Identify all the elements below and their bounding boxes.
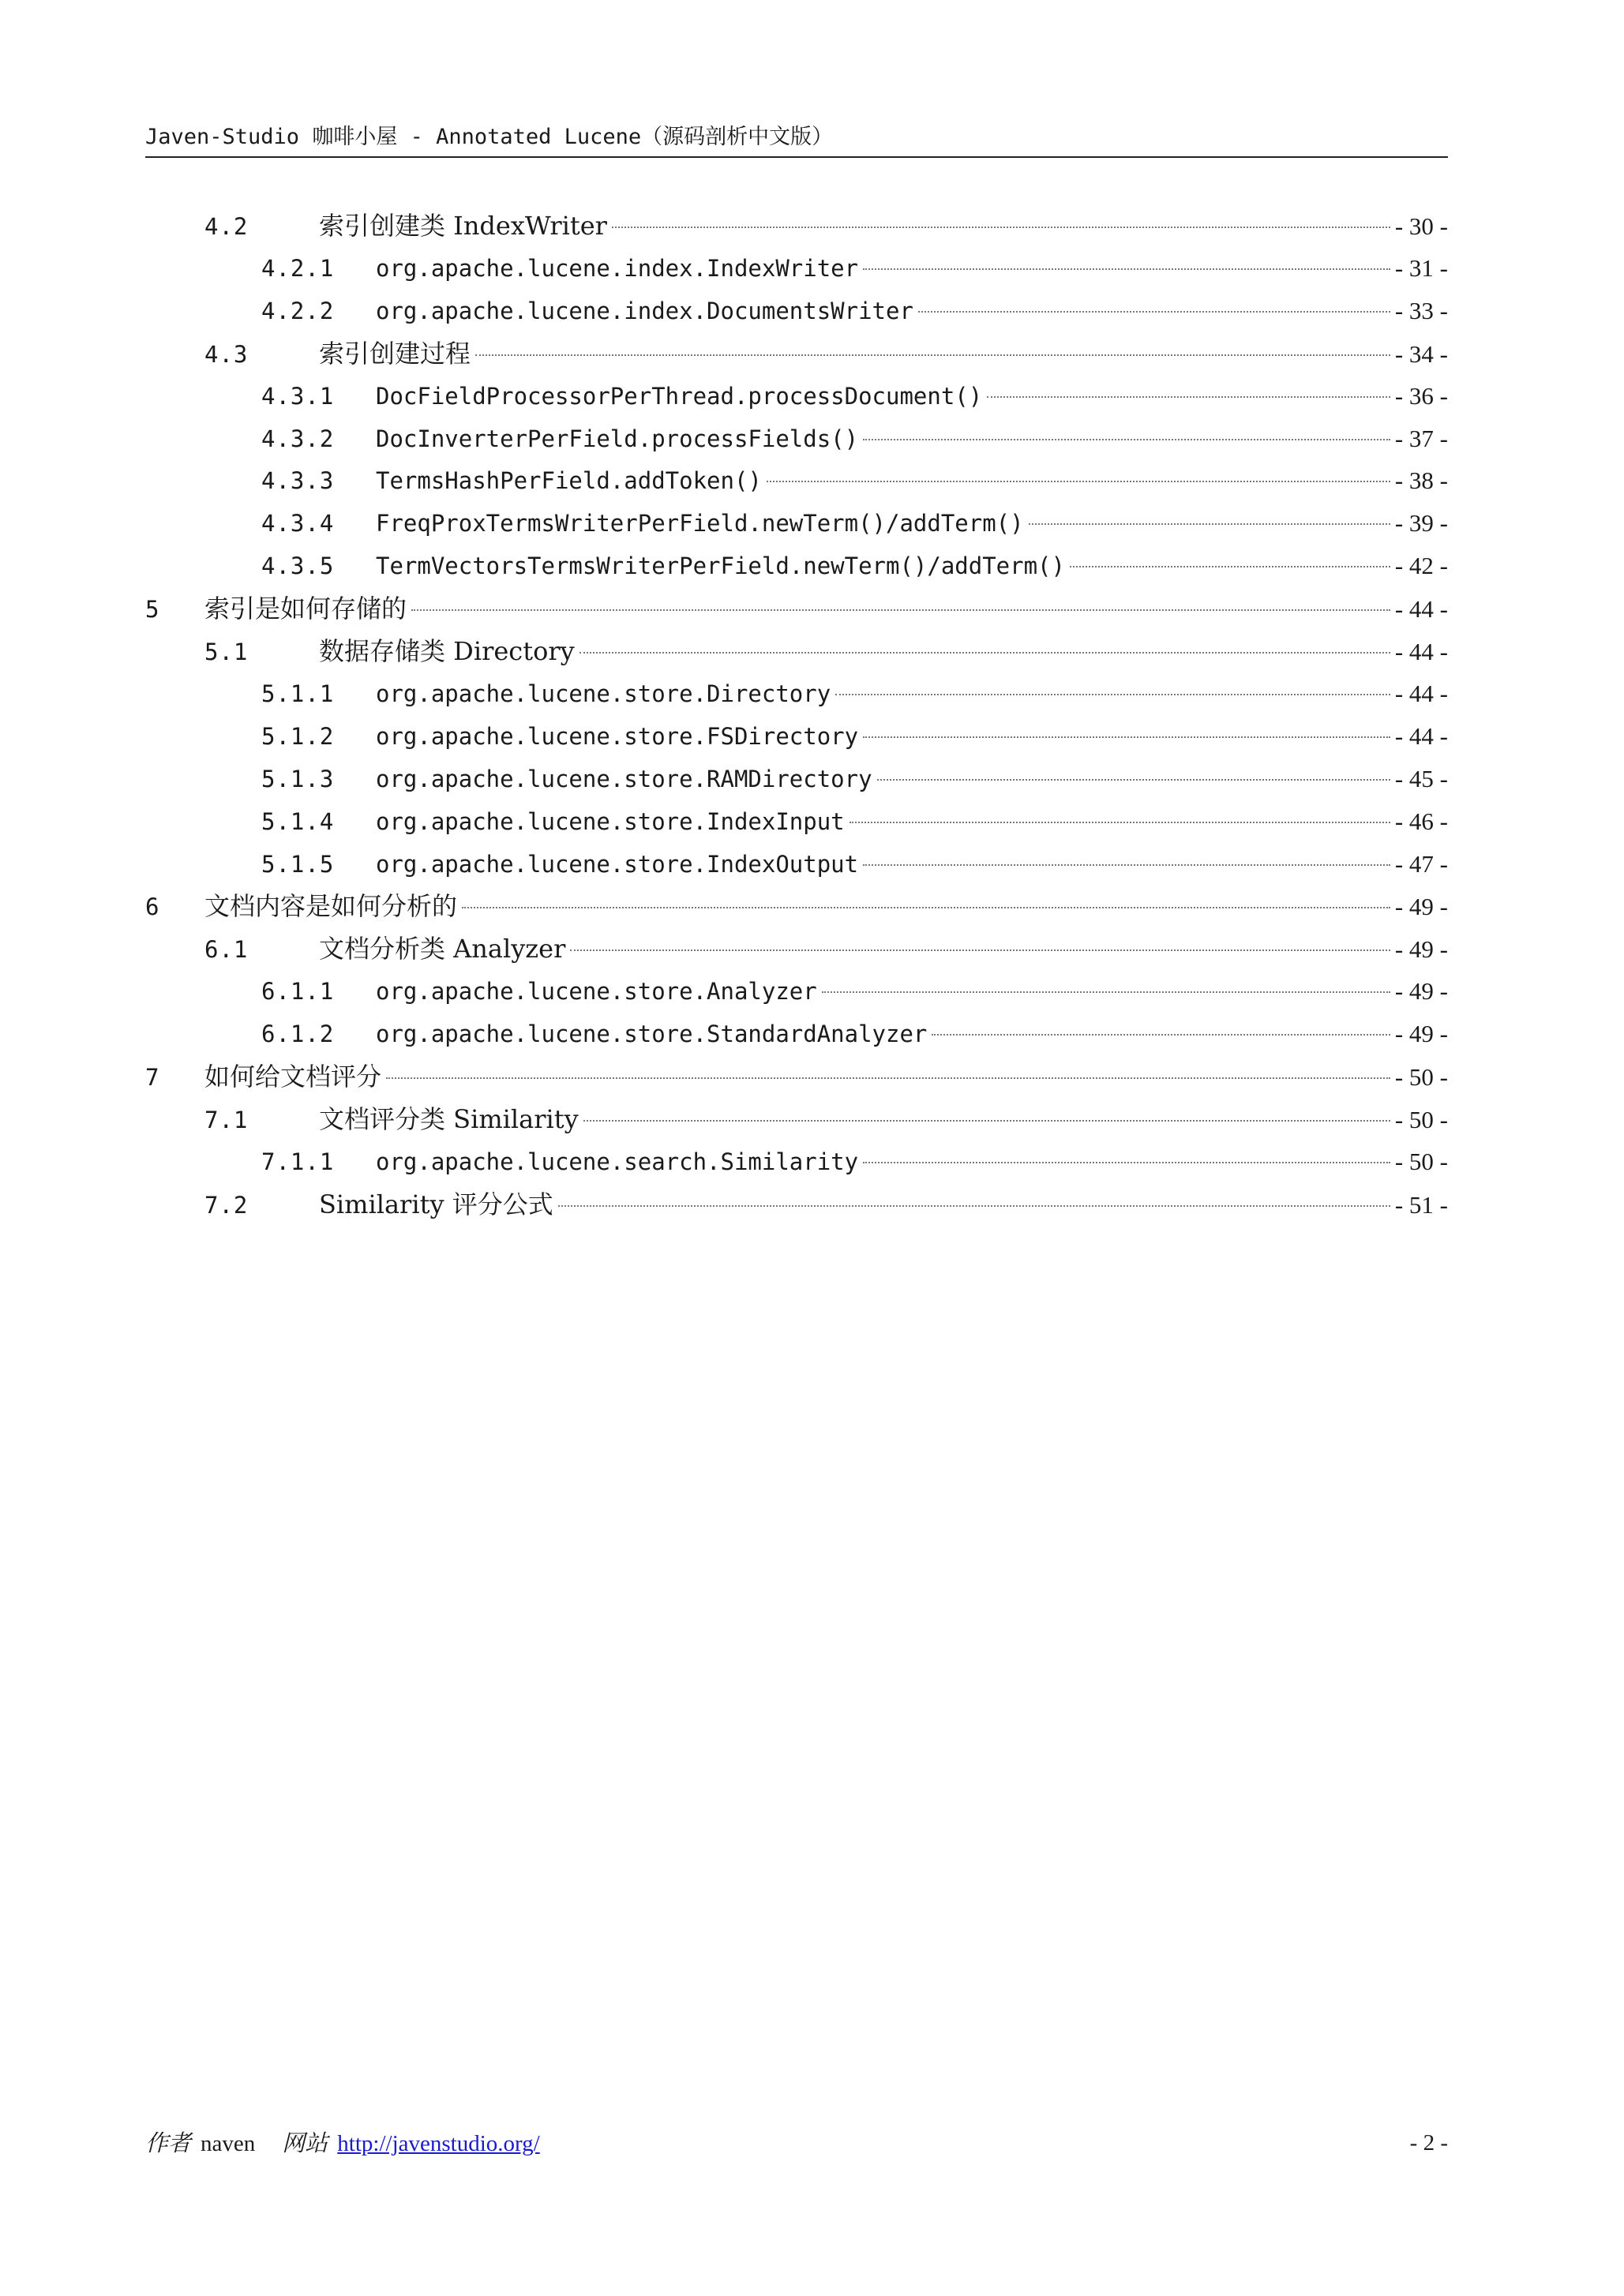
- toc-entry-number: 6.1.1: [261, 978, 335, 1006]
- toc-entry-number: 5.1.1: [261, 680, 335, 707]
- toc-dot-leader: [767, 481, 1390, 482]
- toc-entry-page: - 45 -: [1394, 764, 1448, 792]
- toc-entry[interactable]: [204, 204, 1448, 247]
- toc-entry[interactable]: [145, 1055, 1448, 1098]
- toc-dot-leader: [835, 694, 1390, 695]
- toc-dot-leader: [863, 736, 1390, 738]
- toc-entry-page: - 42 -: [1394, 552, 1448, 580]
- toc-entry-title: 索引是如何存储的: [204, 594, 407, 624]
- toc-entry-number: 4.2: [204, 213, 249, 240]
- toc-dot-leader: [386, 1077, 1390, 1079]
- toc-entry-title: org.apache.lucene.store.IndexInput: [376, 807, 845, 835]
- toc-entry-number: 4.3.5: [261, 552, 335, 580]
- toc-entry-page: - 36 -: [1394, 381, 1448, 410]
- toc-entry-page: - 37 -: [1394, 424, 1448, 452]
- toc-entry[interactable]: [261, 758, 1448, 800]
- toc-entry-number: 5.1.4: [261, 807, 335, 835]
- toc-entry-number: 4.2.1: [261, 254, 335, 282]
- toc-entry-page: - 44 -: [1394, 638, 1448, 665]
- toc-entry-title: org.apache.lucene.search.Similarity: [376, 1148, 859, 1175]
- toc-dot-leader: [462, 907, 1390, 908]
- toc-dot-leader: [850, 822, 1390, 823]
- toc-entry-title: 如何给文档评分: [204, 1062, 382, 1092]
- toc-entry-number: 4.3.2: [261, 425, 335, 452]
- toc-entry-title: 文档评分类 Similarity: [319, 1103, 579, 1134]
- toc-entry-page: - 50 -: [1394, 1147, 1448, 1175]
- toc-entry-number: 5.1.3: [261, 765, 335, 792]
- toc-dot-leader: [583, 1120, 1390, 1122]
- toc-entry-number: 7: [145, 1064, 160, 1091]
- toc-dot-leader: [863, 864, 1390, 866]
- toc-entry-title: org.apache.lucene.store.StandardAnalyzer: [376, 1021, 928, 1048]
- toc-dot-leader: [918, 311, 1390, 313]
- toc-entry-number: 4.3.3: [261, 467, 335, 495]
- site-label: 网站: [282, 2129, 328, 2156]
- toc-entry-page: - 34 -: [1394, 339, 1448, 368]
- toc-dot-leader: [558, 1205, 1390, 1207]
- toc-entry[interactable]: [204, 1183, 1448, 1226]
- toc-entry-title: 文档内容是如何分析的: [204, 891, 458, 922]
- toc-dot-leader: [932, 1034, 1390, 1036]
- toc-entry[interactable]: [261, 247, 1448, 290]
- toc-dot-leader: [579, 652, 1390, 654]
- toc-entry[interactable]: [204, 332, 1448, 375]
- toc-entry-number: 5.1.2: [261, 722, 335, 750]
- toc-entry-title: org.apache.lucene.index.IndexWriter: [376, 254, 859, 282]
- toc-dot-leader: [570, 949, 1390, 951]
- toc-entry-number: 5.1.5: [261, 850, 335, 878]
- toc-entry-title: DocFieldProcessorPerThread.processDocument(): [376, 382, 983, 410]
- toc-entry-title: TermsHashPerField.addToken(): [376, 467, 762, 495]
- toc-entry[interactable]: [145, 885, 1448, 927]
- toc-dot-leader: [1029, 523, 1390, 525]
- toc-entry[interactable]: [261, 715, 1448, 758]
- toc-entry-title: org.apache.lucene.index.DocumentsWriter: [376, 297, 913, 324]
- toc-entry-number: 7.1.1: [261, 1148, 335, 1175]
- toc-entry-page: - 38 -: [1394, 466, 1448, 495]
- toc-entry-title: org.apache.lucene.store.Analyzer: [376, 978, 817, 1006]
- toc-entry-title: org.apache.lucene.store.Directory: [376, 680, 831, 707]
- toc-entry-title: FreqProxTermsWriterPerField.newTerm()/addTerm(): [376, 510, 1024, 537]
- toc-entry-page: - 33 -: [1394, 296, 1448, 324]
- site-link[interactable]: http://javenstudio.org/: [337, 2131, 540, 2156]
- toc-entry-number: 6.1: [204, 936, 249, 964]
- toc-entry-number: 7.2: [204, 1191, 249, 1219]
- toc-entry[interactable]: [261, 1141, 1448, 1183]
- toc-entry-number: 7.1: [204, 1106, 249, 1133]
- toc-entry-title: Similarity 评分公式: [319, 1189, 553, 1219]
- toc-entry-title: org.apache.lucene.store.RAMDirectory: [376, 765, 872, 792]
- toc-entry-number: 4.3.1: [261, 382, 335, 410]
- toc-dot-leader: [822, 991, 1390, 993]
- toc-entry[interactable]: [261, 800, 1448, 843]
- toc-entry-number: 5.1: [204, 639, 249, 665]
- toc-entry-page: - 39 -: [1394, 509, 1448, 537]
- toc-entry[interactable]: [261, 459, 1448, 502]
- toc-entry-title: org.apache.lucene.store.FSDirectory: [376, 722, 859, 750]
- toc-entry-page: - 47 -: [1394, 849, 1448, 878]
- toc-entry-number: 4.3.4: [261, 510, 335, 537]
- toc-dot-leader: [411, 609, 1390, 611]
- toc-entry-page: - 50 -: [1394, 1063, 1448, 1091]
- toc-dot-leader: [863, 439, 1390, 440]
- page-header: [145, 118, 1448, 158]
- toc-entry-page: - 44 -: [1394, 679, 1448, 707]
- toc-dot-leader: [475, 354, 1390, 356]
- toc-entry-page: - 49 -: [1394, 1020, 1448, 1048]
- toc-entry[interactable]: [261, 290, 1448, 332]
- toc-entry-title: 索引创建类 IndexWriter: [319, 211, 607, 241]
- toc-entry-page: - 49 -: [1394, 977, 1448, 1006]
- toc-entry-title: 索引创建过程: [319, 338, 471, 369]
- toc-entry[interactable]: [261, 375, 1448, 418]
- toc-entry-number: 4.2.2: [261, 297, 335, 324]
- toc-entry[interactable]: [261, 545, 1448, 587]
- page-footer: [145, 2123, 1448, 2163]
- page-number: - 2 -: [1409, 2130, 1448, 2156]
- toc-entry-page: - 44 -: [1394, 721, 1448, 750]
- toc-entry[interactable]: [261, 843, 1448, 886]
- toc-dot-leader: [987, 396, 1390, 398]
- toc-entry-page: - 44 -: [1394, 595, 1448, 624]
- toc-entry[interactable]: [145, 587, 1448, 630]
- toc-entry-title: 数据存储类 Directory: [319, 636, 575, 666]
- header-text: Javen-Studio 咖啡小屋 - Annotated Lucene（源码剖析中文版）: [145, 125, 834, 149]
- toc-entry-number: 5: [145, 596, 160, 624]
- toc-dot-leader: [1070, 566, 1390, 567]
- toc-entry[interactable]: [204, 927, 1448, 970]
- author-name: naven: [201, 2131, 256, 2156]
- toc-dot-leader: [877, 779, 1390, 781]
- toc-entry[interactable]: [204, 630, 1448, 672]
- toc-entry-page: - 46 -: [1394, 807, 1448, 835]
- toc-entry-page: - 49 -: [1394, 935, 1448, 964]
- author-label: 作者: [145, 2129, 192, 2156]
- toc-entry-title: 文档分析类 Analyzer: [319, 934, 566, 964]
- toc-entry[interactable]: [261, 970, 1448, 1013]
- toc-entry-title: org.apache.lucene.store.IndexOutput: [376, 850, 859, 878]
- toc-entry-page: - 50 -: [1394, 1105, 1448, 1133]
- toc-dot-leader: [612, 227, 1390, 228]
- toc-entry[interactable]: [261, 1013, 1448, 1055]
- toc-entry-title: TermVectorsTermsWriterPerField.newTerm()/addTerm(): [376, 552, 1065, 580]
- toc-entry-number: 6: [145, 893, 160, 921]
- toc-entry[interactable]: [204, 1098, 1448, 1141]
- toc-entry-page: - 49 -: [1394, 893, 1448, 921]
- toc-entry[interactable]: [261, 672, 1448, 715]
- toc-dot-leader: [863, 1162, 1390, 1163]
- toc-entry[interactable]: [261, 502, 1448, 545]
- toc-entry[interactable]: [261, 418, 1448, 460]
- toc-dot-leader: [863, 268, 1390, 270]
- toc-entry-title: DocInverterPerField.processFields(): [376, 425, 859, 452]
- toc-entry-page: - 31 -: [1394, 253, 1448, 282]
- toc-entry-number: 6.1.2: [261, 1021, 335, 1048]
- toc-entry-page: - 30 -: [1394, 212, 1448, 240]
- toc-entry-number: 4.3: [204, 340, 249, 368]
- toc-entry-page: - 51 -: [1394, 1190, 1448, 1219]
